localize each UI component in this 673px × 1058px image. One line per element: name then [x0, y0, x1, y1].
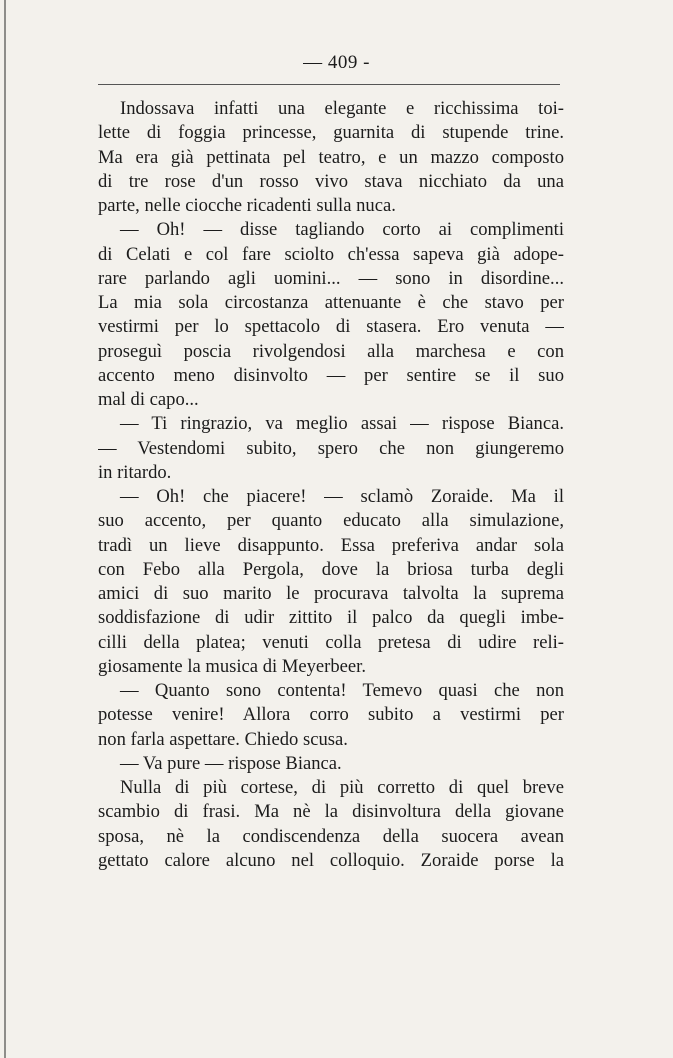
text-line: proseguì poscia rivolgendosi alla marchesa e con [98, 340, 564, 362]
text-line: lette di foggia princesse, guarnita di stupende trine. [98, 122, 564, 144]
text-line: — Vestendomi subito, spero che non giungeremo [98, 437, 564, 459]
text-line: — Va pure — rispose Bianca. [120, 752, 342, 774]
text-line: potesse venire! Allora corro subito a vestirmi per [98, 704, 564, 726]
text-line: rare parlando agli uomini... — sono in disordine... [98, 267, 564, 289]
binding-edge [4, 0, 6, 1058]
text-line: soddisfazione di udir zittito il palco da quegli imbe- [98, 607, 564, 629]
text-line: parte, nelle ciocche ricadenti sulla nuca. [98, 195, 396, 216]
text-line: accento meno disinvolto — per sentire se il suo [98, 364, 564, 386]
text-line: sposa, nè la condiscendenza della suocera avean [98, 825, 564, 847]
text-line: amici di suo marito le procurava talvolta la suprema [98, 583, 564, 604]
text-line: tradì un lieve disappunto. Essa preferiva andar sola [98, 534, 564, 556]
text-line: cilli della platea; venuti colla pretesa di udire reli- [98, 631, 564, 653]
page-number: — 409 - [303, 52, 370, 73]
text-line: gettato calore alcuno nel colloquio. Zoraide porse la [98, 849, 564, 871]
text-line: — Oh! — disse tagliando corto ai complimenti [120, 219, 564, 241]
text-line: suo accento, per quanto educato alla simulazione, [98, 510, 564, 532]
text-line: vestirmi per lo spettacolo di stasera. Ero venuta — [98, 316, 564, 338]
body-text [98, 97, 564, 873]
text-line: scambio di frasi. Ma nè la disinvoltura della giovane [98, 801, 564, 823]
text-line: di Celati e col fare sciolto ch'essa sapeva già adope- [98, 243, 564, 265]
text-line: mal di capo... [98, 389, 199, 410]
text-line: in ritardo. [98, 461, 172, 483]
text-line: con Febo alla Pergola, dove la briosa turba degli [98, 558, 564, 580]
text-line: non farla aspettare. Chiedo scusa. [98, 728, 348, 750]
text-line: — Ti ringrazio, va meglio assai — rispose Bianca. [120, 413, 564, 435]
text-line: giosamente la musica di Meyerbeer. [98, 655, 366, 677]
text-line: Nulla di più cortese, di più corretto di quel breve [120, 777, 564, 798]
text-line: La mia sola circostanza attenuante è che stavo per [98, 292, 564, 313]
text-line: — Quanto sono contenta! Temevo quasi che non [120, 680, 564, 701]
text-line: Ma era già pettinata pel teatro, e un mazzo composto [98, 146, 564, 168]
text-line: di tre rose d'un rosso vivo stava nicchiato da una [98, 170, 564, 192]
header-rule [98, 84, 560, 85]
text-line: Indossava infatti una elegante e ricchissima toi- [120, 98, 564, 119]
text-line: — Oh! che piacere! — sclamò Zoraide. Ma il [120, 486, 564, 507]
